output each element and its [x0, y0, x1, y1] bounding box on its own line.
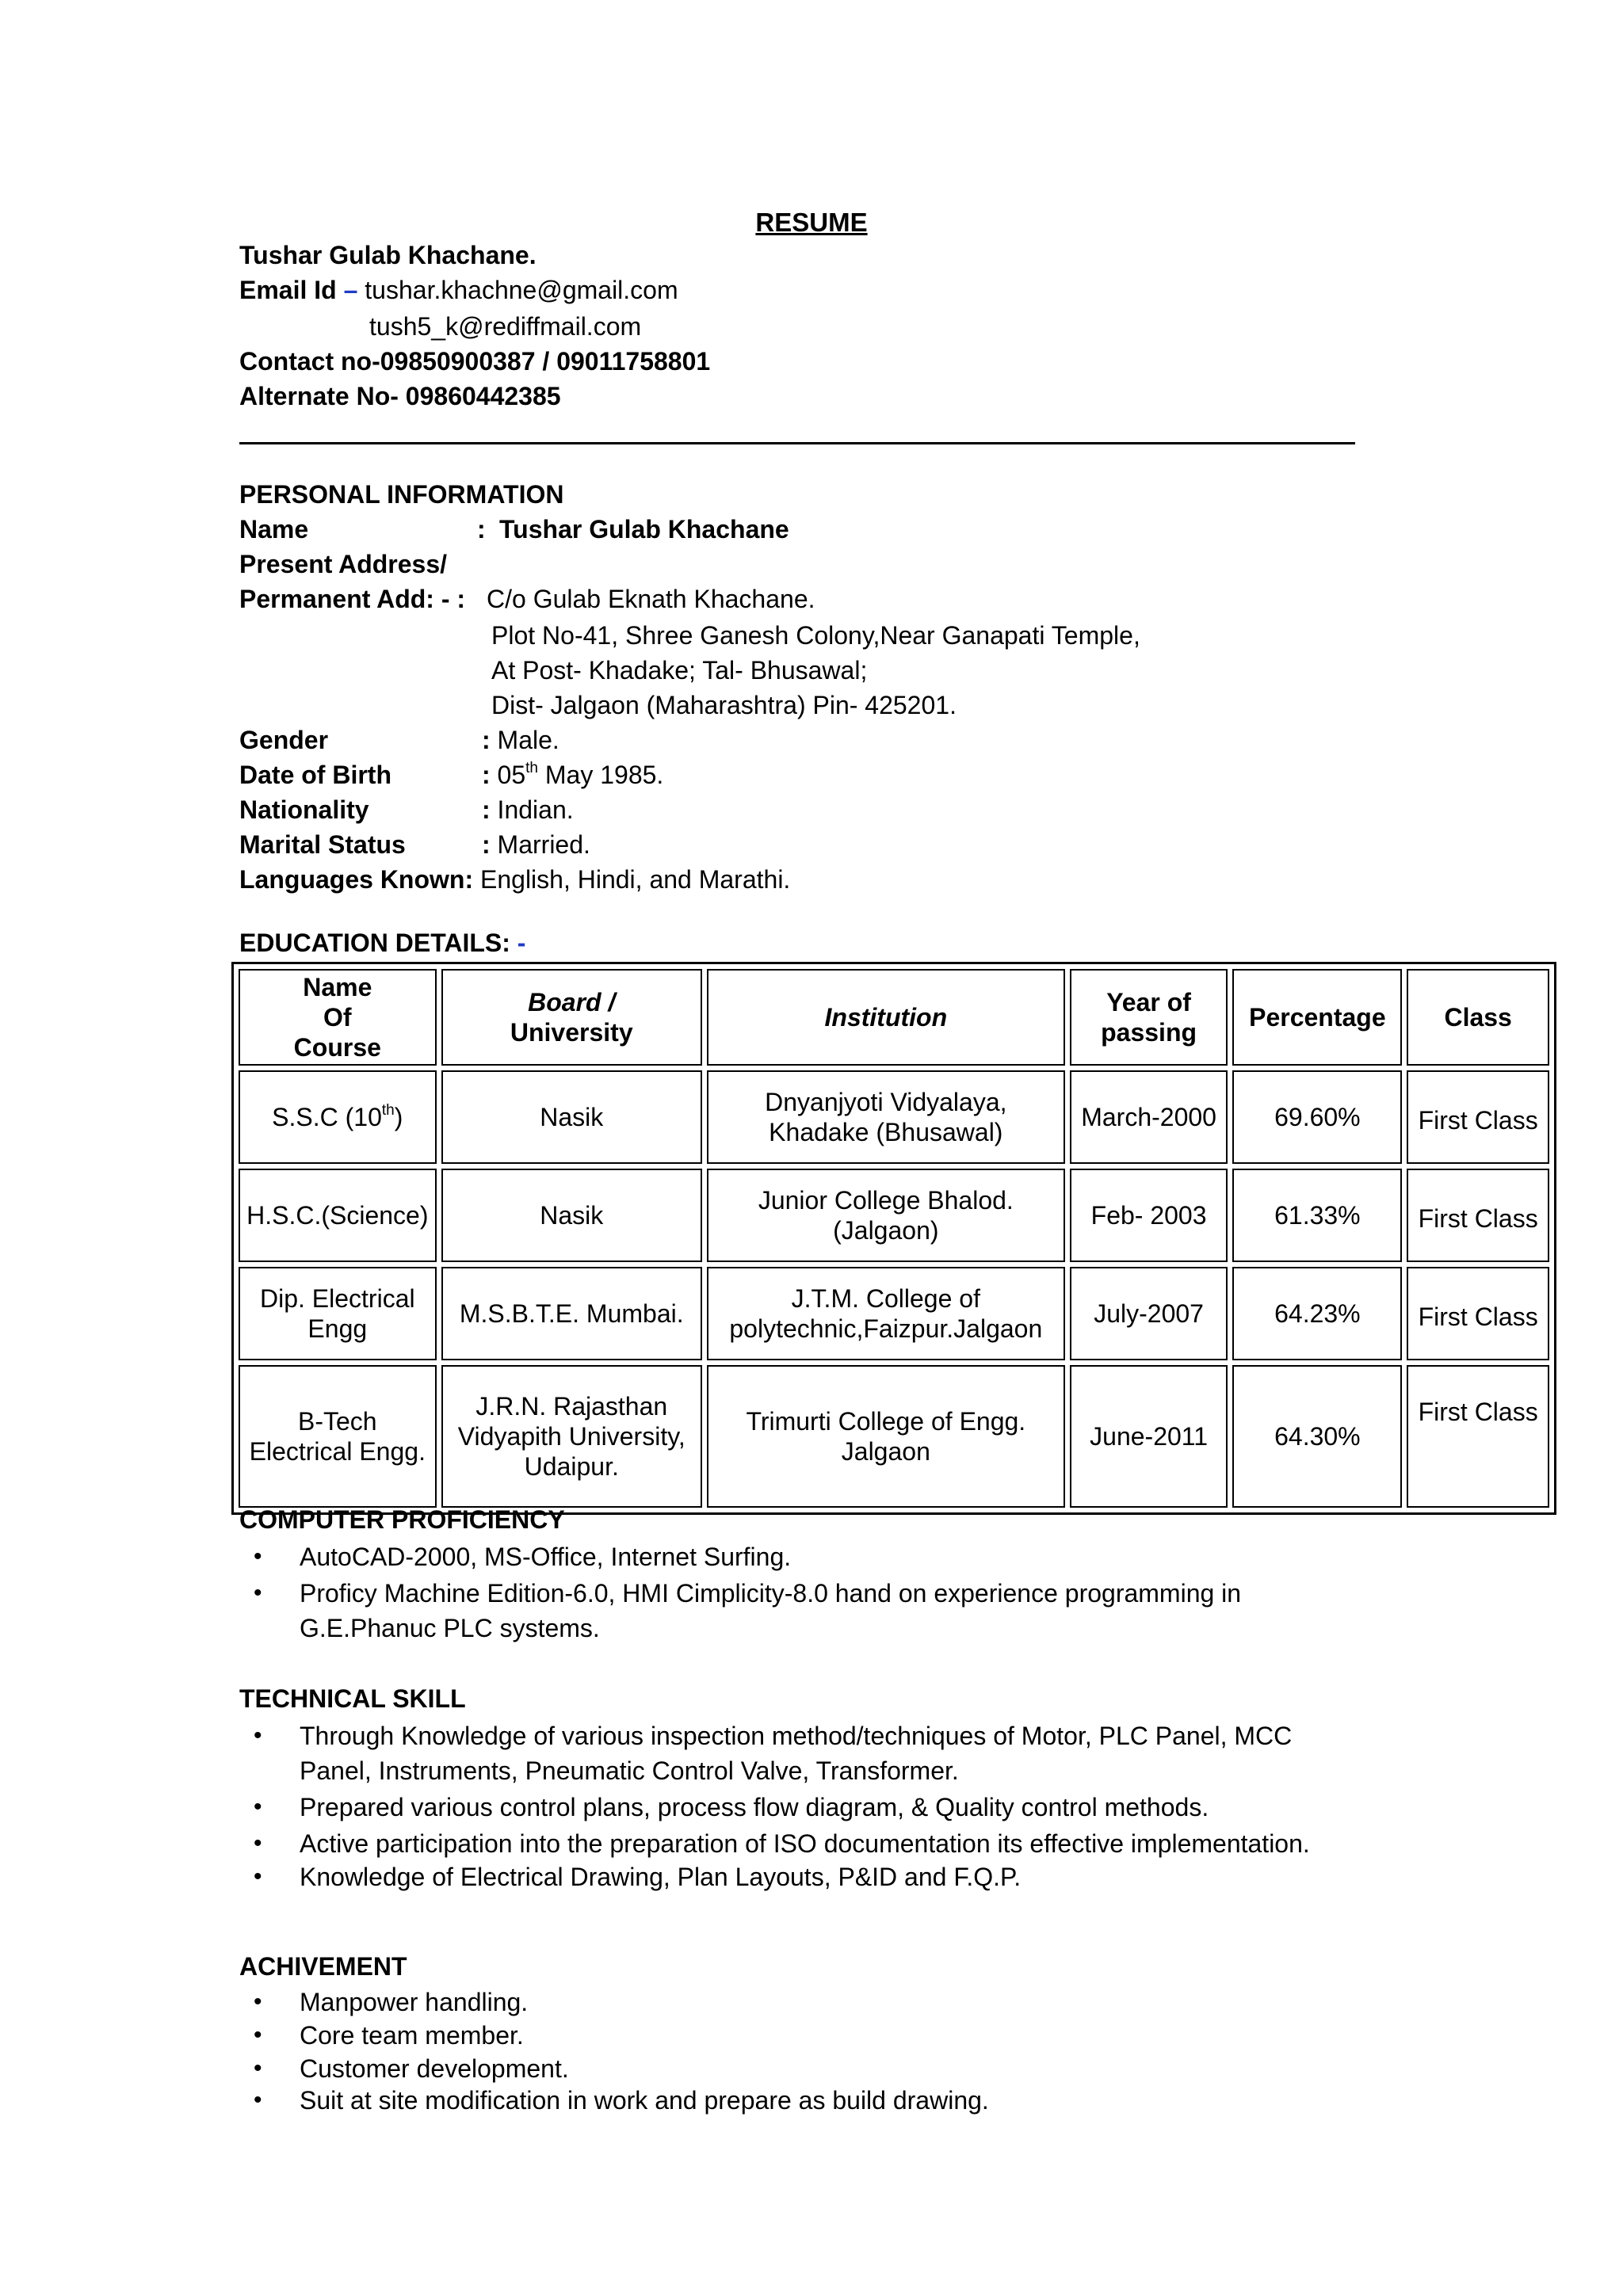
cell-year: July-2007	[1070, 1267, 1228, 1360]
gender-value: Male.	[497, 726, 559, 754]
email-dash: –	[343, 276, 358, 304]
bullet-icon: •	[254, 1722, 262, 1749]
cell-class: First Class	[1407, 1169, 1549, 1262]
col-header-course: Name Of Course	[239, 969, 437, 1066]
cell-course: B-Tech Electrical Engg.	[239, 1365, 437, 1508]
cell-year: Feb- 2003	[1070, 1169, 1228, 1262]
education-heading-dash: -	[517, 929, 526, 957]
bullet-icon: •	[254, 2087, 262, 2113]
bullet-icon: •	[254, 1543, 262, 1569]
address-line-4: Dist- Jalgaon (Maharashtra) Pin- 425201.	[491, 691, 957, 719]
education-heading	[239, 927, 525, 959]
nationality-label: Nationality	[239, 795, 369, 824]
cell-class: First Class	[1407, 1365, 1549, 1508]
address-label-present: Present Address/	[239, 550, 448, 578]
col-header-class: Class	[1407, 969, 1549, 1066]
table-row	[239, 1365, 1549, 1508]
bullet-icon: •	[254, 1580, 262, 1606]
cell-board: M.S.B.T.E. Mumbai.	[441, 1267, 702, 1360]
languages-label: Languages Known:	[239, 865, 474, 894]
cell-class: First Class	[1407, 1070, 1549, 1164]
name-colon: :	[477, 515, 486, 543]
candidate-name: Tushar Gulab Khachane.	[239, 241, 537, 269]
education-header-row	[239, 969, 1549, 1066]
email-label: Email Id	[239, 276, 337, 304]
resume-title: RESUME	[755, 208, 868, 237]
col-header-year: Year of passing	[1070, 969, 1228, 1066]
cell-percentage: 64.30%	[1232, 1365, 1402, 1508]
dob-value-line	[482, 759, 663, 791]
gender-label: Gender	[239, 726, 329, 754]
name-label: Name	[239, 515, 309, 543]
cell-board: J.R.N. Rajasthan Vidyapith University, Udaipur.	[441, 1365, 702, 1508]
cell-institution: J.T.M. College of polytechnic,Faizpur.Jalgaon	[707, 1267, 1065, 1360]
bullet-icon: •	[254, 1794, 262, 1820]
dob-rest: May 1985.	[538, 761, 664, 789]
bullet-icon: •	[254, 1863, 262, 1890]
bullet-icon: •	[254, 2022, 262, 2048]
technical-skill-heading: TECHNICAL SKILL	[239, 1684, 466, 1713]
header-divider	[239, 442, 1355, 444]
education-heading-text: EDUCATION DETAILS:	[239, 929, 510, 957]
cell-percentage: 64.23%	[1232, 1267, 1402, 1360]
resume-page: RESUME Tushar Gulab Khachane. Email Id – tushar.khachne@gmail.com tush5_k@rediffmail.com Contact no-09850900387 / 09011758801 Alternate No- 09860442385 PERSONAL INFORMATION Name : Tushar Gulab Khachane Present Address/ Permanent Add: - : C/o Gulab Eknath Khachane. Plot No-41, Shree Ganesh Colony,Near Ganapati Temple, At Post- Khadake; Tal- Bhusawal; Dist- Jalgaon (Maharashtra) Pin- 425201. Gender : Male. Date of Birth : 05th May 1985. Nationality : Indian. Marital Status : Married. Languages Known: English, Hindi, and Marathi. EDUCATION DETAILS: - Name Of Course Board / University Institution Year of passing Percentage Class S.S.C (10th) Nasik Dnyanjyoti Vidyalaya, Khadake (Bhusawal) March-2000 69.60% First Class H.S.C.(Science) Nasik Junior College Bhalod. (Jalgaon) Feb- 2003 61.33% First Class Dip. Electrical Engg M.S.B.T.E. Mumbai. J.T.M. College of polytechnic,Faizpur.Jalgaon July-2007 64.23% First Class B-Tech Electrical Engg. J.R.N. Rajasthan Vidyapith University, Udaipur. Trimurti College of Engg. Jalgaon June-2011 64.30% First Class COMPUTER PROFICIENCY • AutoCAD-2000, MS-Office, Internet Surfing. • Proficy Machine Edition-6.0, HMI Cimplicity-8.0 hand on experience programming in G.E.Phanuc PLC systems. TECHNICAL SKILL • Through Knowledge of various inspection method/techniques of Motor, PLC Panel, MCC Panel, Instruments, Pneumatic Control Valve, Transformer. • Prepared various control plans, process flow diagram, & Quality control methods. • Active participation into the preparation of ISO documentation its effective implementation. • Knowledge of Electrical Drawing, Plan Layouts, P&ID and F.Q.P. ACHIVEMENT • Manpower handling. • Core team member. • Customer development. • Suit at site modification in work and prepare as build drawing.	[0, 0, 1623, 2296]
cell-board: Nasik	[441, 1070, 702, 1164]
marital-value-line	[482, 829, 590, 860]
bullet-icon: •	[254, 1989, 262, 2015]
address-line-1: C/o Gulab Eknath Khachane.	[487, 585, 815, 613]
cell-year: June-2011	[1070, 1365, 1228, 1508]
cell-course: H.S.C.(Science)	[239, 1169, 437, 1262]
table-row	[239, 1070, 1549, 1164]
personal-info-heading: PERSONAL INFORMATION	[239, 480, 564, 509]
address-line-3: At Post- Khadake; Tal- Bhusawal;	[491, 656, 868, 685]
nationality-value-line	[482, 794, 574, 826]
bullet-icon: •	[254, 1830, 262, 1856]
nationality-value: Indian.	[497, 795, 574, 824]
languages-value: English, Hindi, and Marathi.	[480, 865, 791, 894]
marital-label: Marital Status	[239, 830, 406, 859]
contact-numbers: Contact no-09850900387 / 09011758801	[239, 347, 711, 376]
dob-colon: :	[482, 761, 491, 789]
email-secondary: tush5_k@rediffmail.com	[369, 312, 642, 341]
email-line	[239, 274, 678, 306]
col-header-percentage: Percentage	[1232, 969, 1402, 1066]
gender-colon: :	[482, 726, 491, 754]
cell-percentage: 61.33%	[1232, 1169, 1402, 1262]
marital-colon: :	[482, 830, 491, 859]
table-row	[239, 1169, 1549, 1262]
cell-class: First Class	[1407, 1267, 1549, 1360]
email-primary: tushar.khachne@gmail.com	[365, 276, 678, 304]
cell-course: Dip. Electrical Engg	[239, 1267, 437, 1360]
languages-line	[239, 864, 790, 895]
cell-institution: Trimurti College of Engg. Jalgaon	[707, 1365, 1065, 1508]
computer-proficiency-heading: COMPUTER PROFICIENCY	[239, 1505, 565, 1534]
education-table	[231, 962, 1556, 1515]
cell-institution: Dnyanjyoti Vidyalaya, Khadake (Bhusawal)	[707, 1070, 1065, 1164]
col-header-board: Board / University	[441, 969, 702, 1066]
cell-institution: Junior College Bhalod. (Jalgaon)	[707, 1169, 1065, 1262]
achievement-heading: ACHIVEMENT	[239, 1952, 407, 1981]
col-header-institution: Institution	[707, 969, 1065, 1066]
alternate-number: Alternate No- 09860442385	[239, 382, 561, 410]
address-line-2: Plot No-41, Shree Ganesh Colony,Near Ganapati Temple,	[491, 621, 1140, 650]
name-value: Tushar Gulab Khachane	[499, 515, 789, 543]
address-label-permanent: Permanent Add: - :	[239, 585, 466, 613]
dob-label: Date of Birth	[239, 761, 391, 789]
marital-value: Married.	[497, 830, 590, 859]
nationality-colon: :	[482, 795, 491, 824]
gender-value-line	[482, 724, 559, 756]
bullet-icon: •	[254, 2055, 262, 2081]
cell-year: March-2000	[1070, 1070, 1228, 1164]
table-row	[239, 1267, 1549, 1360]
cell-board: Nasik	[441, 1169, 702, 1262]
cell-course: S.S.C (10th)	[239, 1070, 437, 1164]
cell-percentage: 69.60%	[1232, 1070, 1402, 1164]
dob-day: 05	[497, 761, 526, 789]
dob-suffix: th	[525, 760, 538, 777]
